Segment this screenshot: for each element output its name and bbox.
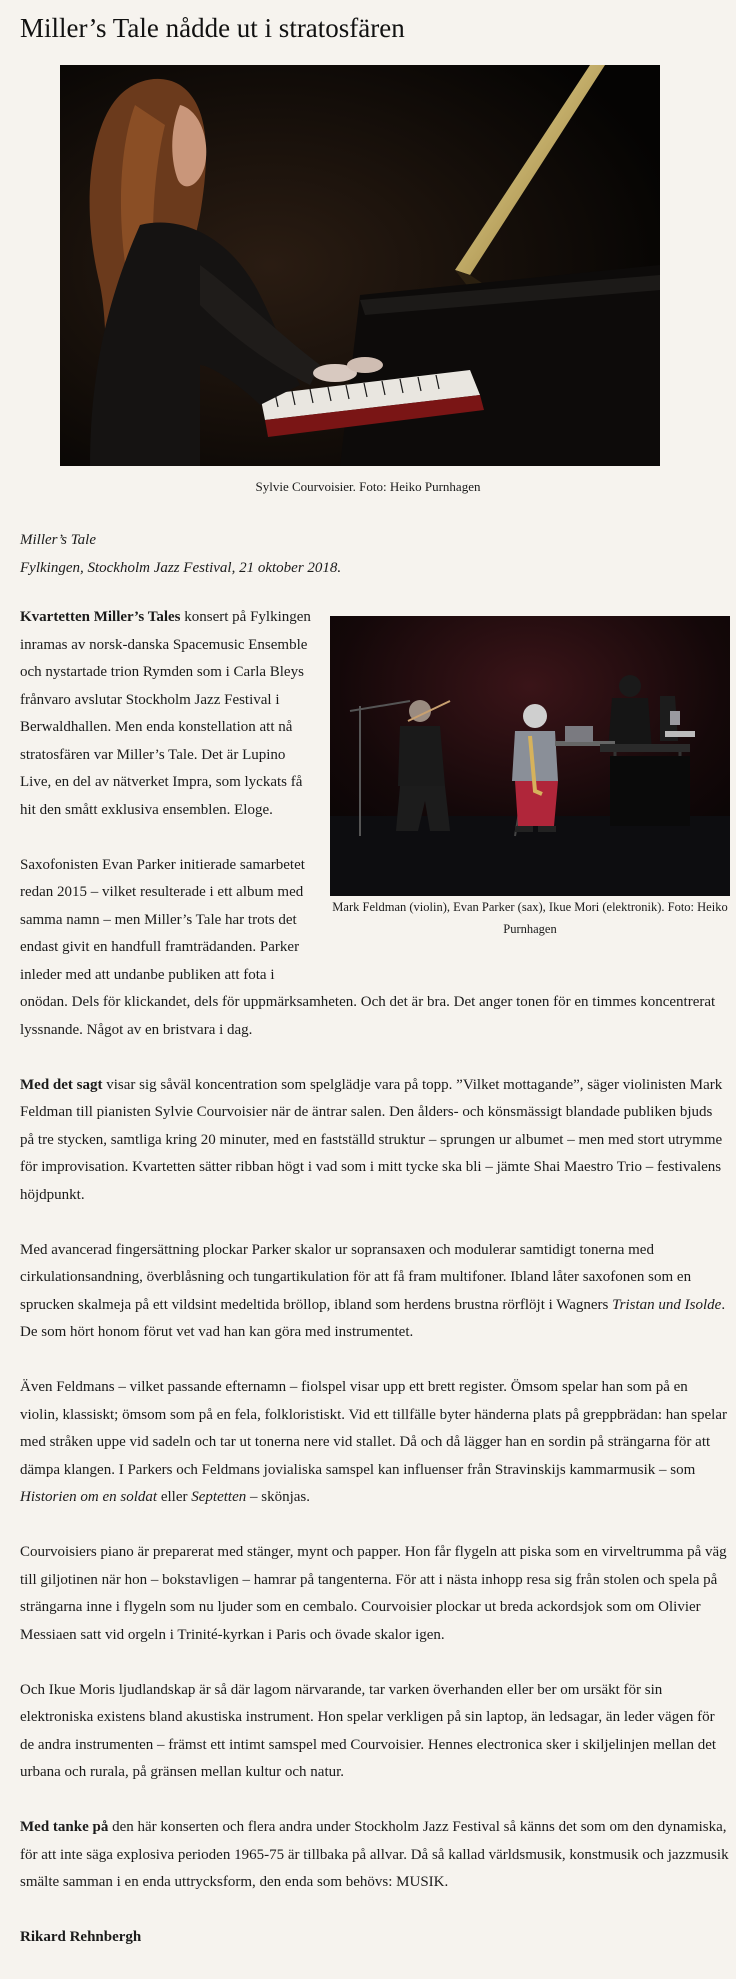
work-title-tristan: Tristan und Isolde [612,1296,722,1313]
paragraph-8 [20,1814,730,1897]
paragraph-1-text: konsert på Fylkingen inramas av norsk-danska Spacemusic Ensemble och nystartade trion Rymden som i Carla Bleys frånvaro avslutar Stockholm Jazz Festival i Berwaldhallen. Men enda konstellation att nå stratosfären var Miller’s Tale. Det är Lupino Live, en del av nätverket Impra, som lyckats få hit den smått exklusiva ensemblen. Eloge. [20,609,311,818]
band-figure [330,604,730,968]
paragraph-5 [20,1374,730,1512]
event-meta [20,526,341,582]
meta-venue-date: Fylkingen, Stockholm Jazz Festival, 21 oktober 2018. [20,560,342,576]
paragraph-2: Saxofonisten Evan Parker initierade samarbetet redan 2015 – vilket resulterade i ett album med samma namn – men Miller’s Tale har trots det endast givit en handfull framträdanden. Parker inleder med att undanbe publiken att fota i onödan. Dels för klickandet, dels för uppmärksamheten. Och det är bra. Det anger tonen för en timmes koncentrerat lyssnande. Något av en bristvara i dag. [20,856,716,1038]
paragraph-7: Och Ikue Moris ljudlandskap är så där lagom närvarande, tar varken överhanden eller ber om ursäkt för sin elektroniska existens bland akustiska instrument. Hon spelar verkligen på sin laptop, än ledsagar, än leder vägen för de andra instrumenten – främst ett intimt samspel med Courvoisier. Hennes electronica sker i skiljelinjen mellan det urbana och rurala, på gränsen mellan kultur och natur. [20,1681,717,1780]
paragraph-1-lead: Kvartetten Miller’s Tales [20,609,181,625]
paragraph-8-text: den här konserten och flera andra under Stockholm Jazz Festival så känns det som om den dynamiska, för att inte säga explosiva perioden 1965-75 är tillbaka på allvar. Då så kallad världsmusik, konstmusik och jazzmusik smälte samman i en enda uttrycksform, den enda som behövs: MUSIK. [20,1819,729,1890]
paragraph-3-lead: Med det sagt [20,1076,103,1093]
hero-caption: Sylvie Courvoisier. Foto: Heiko Purnhagen [255,479,481,494]
band-photo [330,616,730,896]
paragraph-5-text-mid: eller [157,1489,192,1505]
paragraph-3 [20,1072,730,1210]
band-caption: Mark Feldman (violin), Evan Parker (sax), Ikue Mori (elektronik). Foto: Heiko Purnhagen [332,900,728,936]
hero-photo-pianist [60,65,660,466]
work-title-soldat: Historien om en soldat [20,1489,158,1505]
author-name: Rikard Rehnbergh [20,1929,142,1945]
paragraph-4 [20,1237,730,1347]
paragraph-5-text: Även Feldmans – vilket passande efternamn – fiolspel visar upp ett brett register. Ömsom spelar han som på en violin, klassiskt; ömsom som på en fela, folkloristiskt. Vid ett tillfälle byter händerna plats på greppbrädan: han spelar med stråken uppe vid sadeln och tar ut tonerna nere vid stallet. Då och då lägger han en sordin på strängarna för att dämpa klangen. I Parkers och Feldmans jovialiska samspel kan influenser från Stravinskijs kammarmusik – som [20,1379,727,1478]
paragraph-4-text-end: . De som hört honom förut vet vad han kan göra med instrumentet. [20,1296,726,1340]
paragraph-4-text: Med avancerad fingersättning plockar Parker skalor ur sopransaxen och modulerar samtidigt tonerna med cirkulationsandning, överblåsning och tungartikulation för att få fram multifoner. Ibland låter saxofonen som en sprucken skalmeja på ett vildsint medeltida bröllop, ibland som herdens brustna rörflöjt i Wagners [20,1241,692,1313]
page-title: Miller’s Tale nådde ut i stratosfären [20,13,405,43]
article-body [20,604,730,1979]
work-title-septetten: Septetten [191,1489,247,1505]
meta-band-name: Miller’s Tale [20,532,96,548]
paragraph-8-lead: Med tanke på [20,1819,109,1835]
paragraph-6: Courvoisiers piano är preparerat med stänger, mynt och papper. Hon får flygeln att piska som en virveltrumma på väg till giljotinen när hon – bokstavligen – hamrar på tangenterna. För att i nästa inhopp resa sig från stolen och spela på strängarna inne i flygeln som nu ljuder som en cembalo. Courvoisier plockar ut breda ackordsjok som om Olivier Messiaen satt vid orgeln i Trinité-kyrkan i Paris och övade skalor igen. [20,1544,727,1643]
paragraph-3-text: visar sig såväl koncentration som spelglädje vara på topp. ”Vilket mottagande”, säger violinisten Mark Feldman till pianisten Sylvie Courvoisier när de äntrar salen. Den ålders- och könsmässigt blandade publiken bjuds på tre stycken, samtliga kring 20 minuter, med en fastställd struktur – sprungen ur albumet – men med stort utrymme för improvisation. Kvartetten sätter ribban högt i vad som i mitt tycke ska bli – jämte Shai Maestro Trio – festivalens höjdpunkt. [20,1076,723,1203]
paragraph-5-text-end: – skönjas. [246,1489,310,1505]
